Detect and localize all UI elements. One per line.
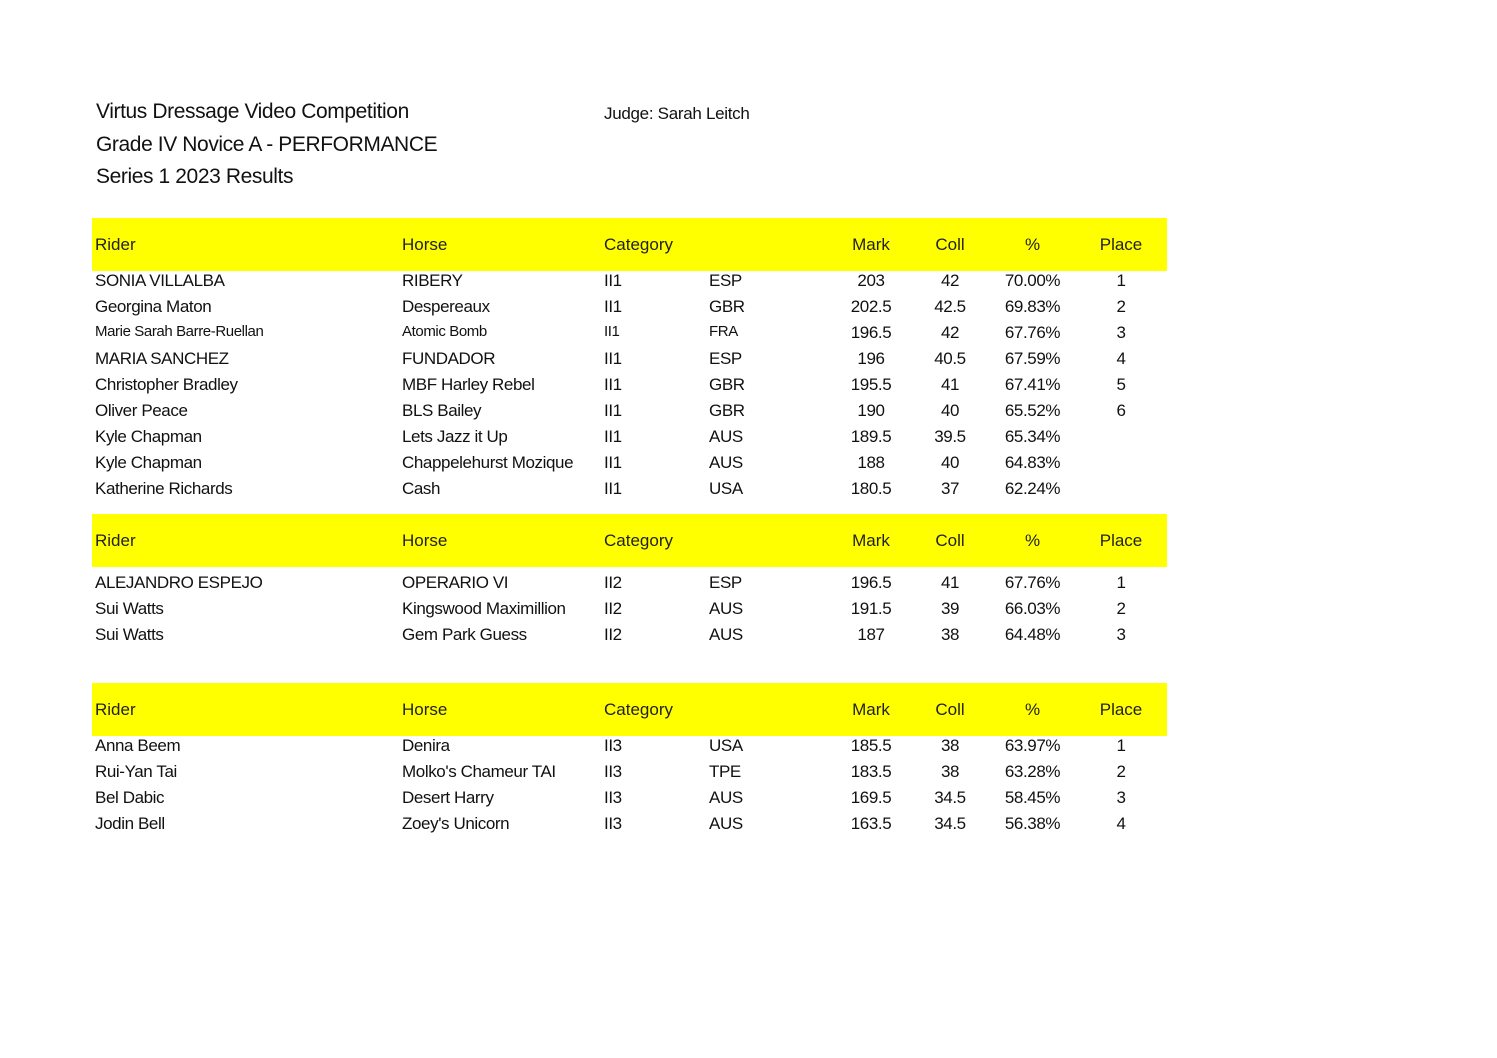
category-value: II1 (604, 479, 622, 498)
coll-value: 42.5 (934, 297, 966, 316)
table-row (0, 297, 1200, 323)
category-value: II3 (604, 788, 622, 807)
nation-code: AUS (709, 814, 743, 833)
horse-name: RIBERY (402, 271, 463, 290)
rider-name: Marie Sarah Barre-Ruellan (95, 323, 264, 340)
header-percent: % (1024, 235, 1041, 254)
horse-name: MBF Harley Rebel (402, 375, 535, 394)
coll-value: 38 (940, 625, 960, 644)
category-value: II3 (604, 762, 622, 781)
place-value: 4 (1116, 349, 1126, 368)
category-value: II2 (604, 599, 622, 618)
header-mark: Mark (852, 700, 890, 719)
percent-value: 67.59% (1004, 349, 1061, 368)
rider-name: Katherine Richards (95, 479, 233, 498)
coll-value: 39 (940, 599, 960, 618)
horse-name: Denira (402, 736, 450, 755)
category-value: II1 (604, 349, 622, 368)
place-value: 5 (1116, 375, 1126, 394)
mark-value: 163.5 (850, 814, 892, 833)
mark-value: 188 (857, 453, 885, 472)
category-value: II1 (604, 453, 622, 472)
category-value: II3 (604, 814, 622, 833)
mark-value: 169.5 (850, 788, 892, 807)
horse-name: BLS Bailey (402, 401, 482, 420)
nation-code: USA (709, 479, 743, 498)
header-category: Category (604, 235, 673, 254)
table-row (0, 573, 1200, 599)
category-value: II1 (604, 271, 622, 290)
judge-label: Judge: Sarah Leitch (604, 104, 750, 123)
rider-name: Kyle Chapman (95, 453, 202, 472)
header-coll: Coll (935, 531, 965, 550)
horse-name: Gem Park Guess (402, 625, 527, 644)
coll-value: 34.5 (934, 814, 966, 833)
place-value: 2 (1116, 297, 1126, 316)
mark-value: 185.5 (850, 736, 892, 755)
table-row (0, 427, 1200, 453)
table-row (0, 788, 1200, 814)
horse-name: Molko's Chameur TAI (402, 762, 556, 781)
percent-value: 64.83% (1004, 453, 1061, 472)
horse-name: OPERARIO VI (402, 573, 509, 592)
mark-value: 195.5 (850, 375, 892, 394)
horse-name: Kingswood Maximillion (402, 599, 566, 618)
rider-name: Jodin Bell (95, 814, 165, 833)
category-value: II1 (604, 427, 622, 446)
coll-value: 40 (940, 401, 960, 420)
coll-value: 41 (940, 375, 960, 394)
category-value: II3 (604, 736, 622, 755)
percent-value: 67.41% (1004, 375, 1061, 394)
header-coll: Coll (935, 235, 965, 254)
header-place: Place (1099, 700, 1143, 719)
table-row (0, 814, 1200, 840)
category-value: II2 (604, 573, 622, 592)
mark-value: 180.5 (850, 479, 892, 498)
header-category: Category (604, 531, 673, 550)
horse-name: Desert Harry (402, 788, 494, 807)
coll-value: 34.5 (934, 788, 966, 807)
place-value: 2 (1116, 762, 1126, 781)
percent-value: 63.97% (1004, 736, 1061, 755)
horse-name: Chappelehurst Mozique (402, 453, 574, 472)
grade-title: Grade IV Novice A - PERFORMANCE (96, 133, 438, 156)
horse-name: Cash (402, 479, 441, 498)
coll-value: 38 (940, 736, 960, 755)
mark-value: 196 (857, 349, 885, 368)
rider-name: Christopher Bradley (95, 375, 238, 394)
nation-code: AUS (709, 788, 743, 807)
mark-value: 191.5 (850, 599, 892, 618)
rider-name: Kyle Chapman (95, 427, 202, 446)
table-row (0, 375, 1200, 401)
coll-value: 39.5 (934, 427, 966, 446)
place-value: 2 (1116, 599, 1126, 618)
header-mark: Mark (852, 531, 890, 550)
category-value: II2 (604, 625, 622, 644)
nation-code: ESP (709, 271, 742, 290)
coll-value: 42 (940, 323, 960, 342)
category-value: II1 (604, 375, 622, 394)
header-place: Place (1099, 235, 1143, 254)
table-row (0, 479, 1200, 505)
mark-value: 196.5 (850, 573, 892, 592)
nation-code: AUS (709, 599, 743, 618)
place-value: 1 (1116, 573, 1126, 592)
table-row (0, 625, 1200, 651)
table-row (0, 736, 1200, 762)
percent-value: 70.00% (1004, 271, 1061, 290)
coll-value: 40 (940, 453, 960, 472)
nation-code: AUS (709, 625, 743, 644)
mark-value: 183.5 (850, 762, 892, 781)
header-coll: Coll (935, 700, 965, 719)
place-value: 3 (1116, 323, 1126, 342)
category-value: II1 (604, 297, 622, 316)
nation-code: GBR (709, 297, 745, 316)
place-value: 4 (1116, 814, 1126, 833)
percent-value: 58.45% (1004, 788, 1061, 807)
horse-name: Atomic Bomb (402, 323, 487, 340)
horse-name: Despereaux (402, 297, 490, 316)
percent-value: 67.76% (1004, 573, 1061, 592)
percent-value: 64.48% (1004, 625, 1061, 644)
document-title: Virtus Dressage Video Competition (96, 100, 409, 123)
header-percent: % (1024, 531, 1041, 550)
table-row (0, 349, 1200, 375)
header-mark: Mark (852, 235, 890, 254)
horse-name: FUNDADOR (402, 349, 496, 368)
rider-name: ALEJANDRO ESPEJO (95, 573, 263, 592)
table-row (0, 453, 1200, 479)
percent-value: 63.28% (1004, 762, 1061, 781)
mark-value: 202.5 (850, 297, 892, 316)
rider-name: Sui Watts (95, 625, 164, 644)
coll-value: 37 (940, 479, 960, 498)
horse-name: Zoey's Unicorn (402, 814, 510, 833)
nation-code: USA (709, 736, 743, 755)
rider-name: Sui Watts (95, 599, 164, 618)
percent-value: 69.83% (1004, 297, 1061, 316)
header-rider: Rider (95, 700, 136, 719)
nation-code: FRA (709, 323, 738, 340)
coll-value: 41 (940, 573, 960, 592)
nation-code: GBR (709, 375, 745, 394)
nation-code: ESP (709, 573, 742, 592)
percent-value: 62.24% (1004, 479, 1061, 498)
header-horse: Horse (402, 700, 448, 719)
series-title: Series 1 2023 Results (96, 165, 294, 188)
header-category: Category (604, 700, 673, 719)
nation-code: TPE (709, 762, 741, 781)
percent-value: 56.38% (1004, 814, 1061, 833)
rider-name: SONIA VILLALBA (95, 271, 225, 290)
rider-name: Oliver Peace (95, 401, 188, 420)
rider-name: Georgina Maton (95, 297, 212, 316)
header-horse: Horse (402, 235, 448, 254)
coll-value: 42 (940, 271, 960, 290)
category-value: II1 (604, 323, 620, 340)
percent-value: 66.03% (1004, 599, 1061, 618)
table-header (92, 683, 1167, 736)
header-horse: Horse (402, 531, 448, 550)
coll-value: 38 (940, 762, 960, 781)
table-header (92, 218, 1167, 271)
percent-value: 65.34% (1004, 427, 1061, 446)
table-row (0, 323, 1200, 349)
rider-name: Bel Dabic (95, 788, 165, 807)
category-value: II1 (604, 401, 622, 420)
nation-code: AUS (709, 427, 743, 446)
mark-value: 196.5 (850, 323, 892, 342)
table-row (0, 762, 1200, 788)
horse-name: Lets Jazz it Up (402, 427, 508, 446)
coll-value: 40.5 (934, 349, 966, 368)
place-value: 6 (1116, 401, 1126, 420)
rider-name: Anna Beem (95, 736, 181, 755)
header-percent: % (1024, 700, 1041, 719)
place-value: 3 (1116, 788, 1126, 807)
header-rider: Rider (95, 531, 136, 550)
table-row (0, 599, 1200, 625)
table-header (92, 514, 1167, 567)
nation-code: AUS (709, 453, 743, 472)
rider-name: Rui-Yan Tai (95, 762, 177, 781)
mark-value: 203 (857, 271, 885, 290)
place-value: 1 (1116, 271, 1126, 290)
place-value: 1 (1116, 736, 1126, 755)
mark-value: 190 (857, 401, 885, 420)
mark-value: 187 (857, 625, 885, 644)
mark-value: 189.5 (850, 427, 892, 446)
table-row (0, 401, 1200, 427)
rider-name: MARIA SANCHEZ (95, 349, 229, 368)
header-place: Place (1099, 531, 1143, 550)
place-value: 3 (1116, 625, 1126, 644)
header-rider: Rider (95, 235, 136, 254)
nation-code: GBR (709, 401, 745, 420)
table-row (0, 271, 1200, 297)
percent-value: 65.52% (1004, 401, 1061, 420)
nation-code: ESP (709, 349, 742, 368)
percent-value: 67.76% (1004, 323, 1061, 342)
